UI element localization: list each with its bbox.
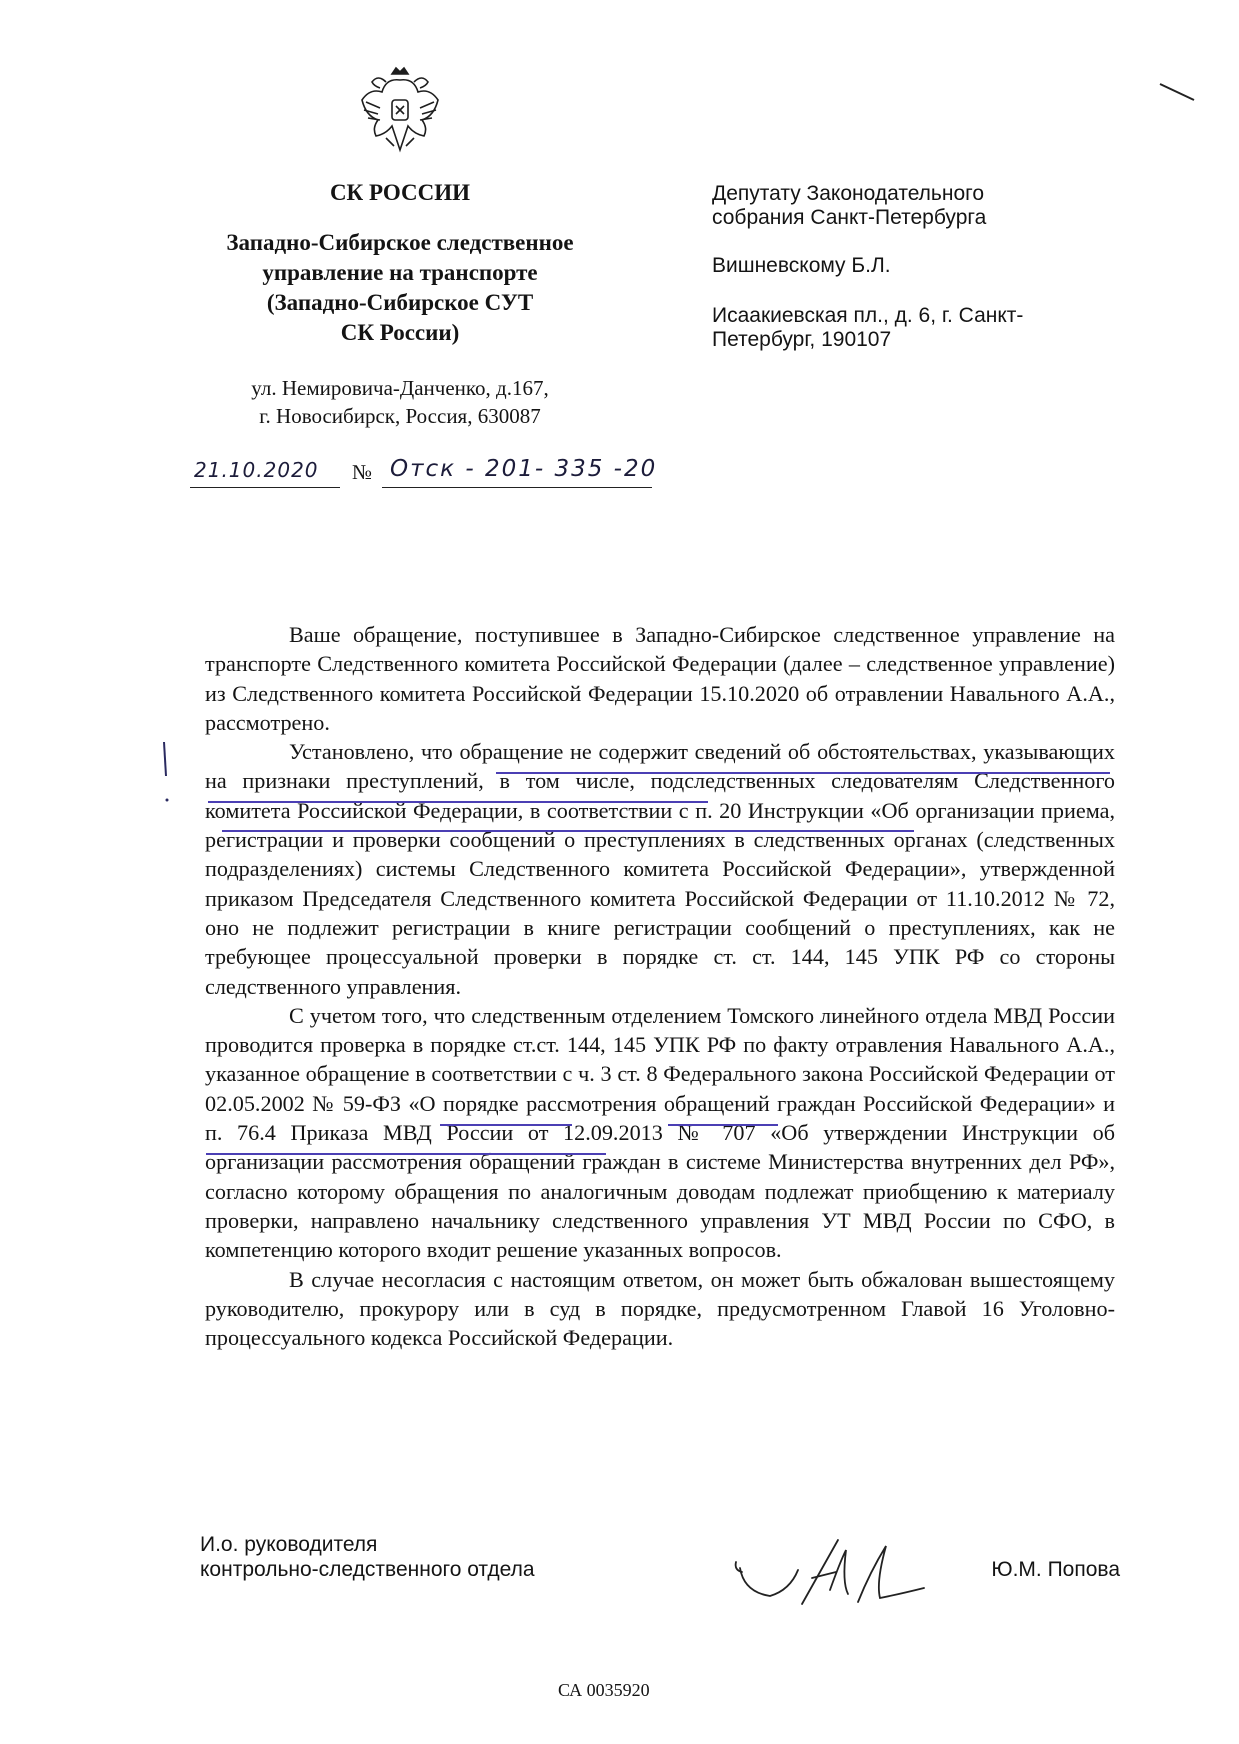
date-underline — [190, 487, 340, 488]
pen-underline — [222, 830, 914, 832]
pen-underline — [206, 1153, 606, 1155]
division-name — [150, 228, 650, 348]
corner-mark-icon — [1158, 80, 1198, 104]
coat-of-arms-icon — [356, 64, 444, 156]
division-line: Западно-Сибирское следственное — [226, 230, 574, 255]
pen-underline — [668, 1124, 778, 1126]
address-line: г. Новосибирск, Россия, 630087 — [259, 404, 541, 428]
recipient-position — [712, 182, 1112, 230]
recipient-name: Вишневскому Б.Л. — [712, 254, 891, 277]
handwritten-signature — [730, 1532, 940, 1614]
body-paragraph: Ваше обращение, поступившее в Западно-Сибирское следственное управление на транспорте Следственного комитета Российской Федерации (далее – следственное управление) из Следственного комитета Российской Федерации 15.10.2020 об отравлении Навального А.А., рассмотрено. — [205, 622, 1115, 735]
address-line: Исаакиевская пл., д. 6, г. Санкт- — [712, 304, 1024, 327]
form-serial-number: СА 0035920 — [558, 1680, 650, 1700]
pen-underline — [440, 1124, 572, 1126]
signatory-name: Ю.М. Попова — [991, 1558, 1120, 1581]
title-line: контрольно-следственного отдела — [200, 1558, 535, 1581]
address-line: ул. Немировича-Данченко, д.167, — [251, 376, 549, 400]
reference-date: 21.10.2020 — [194, 458, 319, 482]
signature-block — [200, 1532, 1120, 1622]
pen-underline — [496, 772, 1110, 774]
position-line: Депутату Законодательного — [712, 182, 985, 205]
signatory-title — [200, 1532, 535, 1582]
body-paragraph: С учетом того, что следственным отделением Томского линейного отдела МВД России проводится проверка в порядке ст.ст. 144, 145 УПК РФ по факту отравления Навального А.А., указанное обращение в соответствии с ч. 3 ст. 8 Федерального закона Российской Федерации от 02.05.2002 № 59-ФЗ «О порядке рассмотрения обращений граждан Российской Федерации» и п. 76.4 Приказа МВД России от 12.09.2013 № 707 «Об утверждении Инструкции об организации рассмотрения обращений граждан в системе Министерства внутренних дел РФ», согласно которому обращения по аналогичным доводам подлежат приобщению к материалу проверки, направлено начальнику следственного управления УТ МВД России по СФО, в компетенцию которого входит решение указанных вопросов. — [205, 1002, 1115, 1263]
body-paragraph: В случае несогласия с настоящим ответом, он может быть обжалован вышестоящему руководителю, прокурору или в суд в порядке, предусмотренном Главой 16 Уголовно-процессуального кодекса Российской Федерации. — [205, 1266, 1115, 1351]
number-label: № — [352, 460, 373, 484]
title-line: И.о. руководителя — [200, 1533, 378, 1556]
organization-name: СК РОССИИ — [329, 180, 471, 205]
position-line: собрания Санкт-Петербурга — [712, 206, 987, 229]
division-line: управление на транспорте — [262, 260, 538, 285]
letter-body — [205, 620, 1115, 1352]
division-line: СК России) — [340, 320, 460, 345]
division-line: (Западно-Сибирское СУТ — [266, 290, 534, 315]
sender-block — [150, 178, 650, 430]
address-line: Петербург, 190107 — [712, 328, 892, 351]
reference-line — [190, 456, 660, 496]
number-underline — [382, 487, 652, 488]
pen-underline — [208, 801, 708, 803]
body-paragraph: Установлено, что обращение не содержит сведений об обстоятельствах, указывающих на признаки преступлений, в том числе, подследственных следователям Следственного комитета Российской Федерации, в соответствии с п. 20 Инструкции «Об организации приема, регистрации и проверки сообщений о преступлениях в следственных органах (следственных подразделениях) системы Следственного комитета Российской Федерации», утвержденной приказом Председателя Следственного комитета Российской Федерации от 11.10.2012 № 72, оно не подлежит регистрации в книге регистрации сообщений о преступлениях, как не требующее процессуальной проверки в порядке ст. ст. 144, 145 УПК РФ со стороны следственного управления. — [205, 739, 1115, 999]
recipient-block — [712, 182, 1112, 352]
sender-address — [150, 374, 650, 430]
recipient-address — [712, 304, 1112, 352]
reference-number: Отск - 201- 335 -20 — [390, 456, 658, 482]
margin-mark-icon — [158, 740, 172, 810]
